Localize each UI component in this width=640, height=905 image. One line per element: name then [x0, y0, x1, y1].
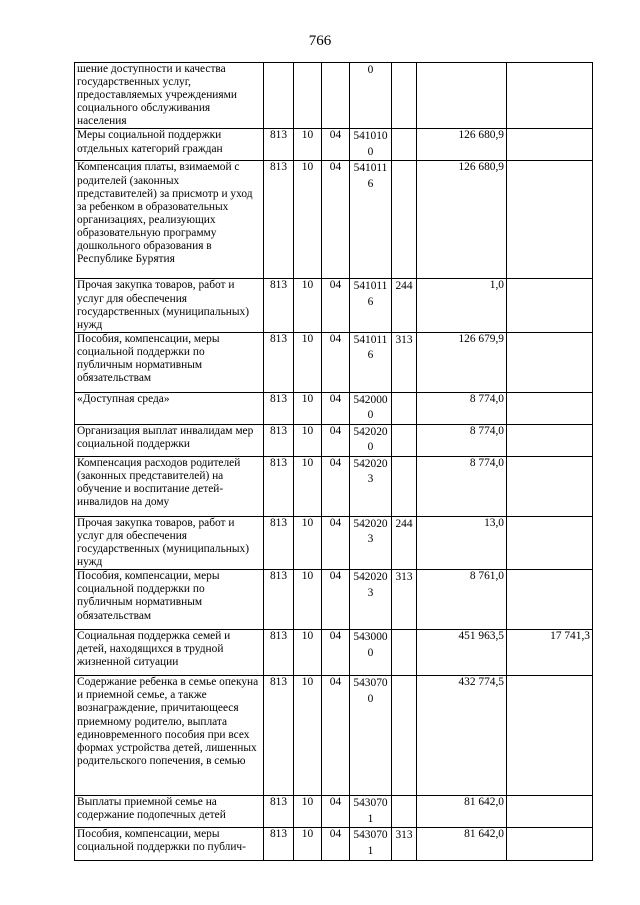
- cell-subsection: 04: [322, 392, 350, 424]
- cell-expense-type: 244: [392, 279, 417, 332]
- cell-name: Пособия, компенсации, меры социальной поддержки по публичным нормативным обязательствам: [75, 332, 264, 392]
- cell-target-article: 5410116: [350, 161, 392, 279]
- table-row: [75, 796, 593, 828]
- cell-amount: 126 680,9: [417, 129, 507, 161]
- cell-subsection: 04: [322, 676, 350, 796]
- cell-subvention: [507, 570, 593, 630]
- cell-expense-type: 313: [392, 332, 417, 392]
- cell-subsection: 04: [322, 456, 350, 516]
- cell-grbs: 813: [264, 456, 294, 516]
- cell-grbs: 813: [264, 129, 294, 161]
- cell-section: 10: [294, 828, 322, 861]
- cell-name: Компенсация платы, взимаемой с родителей (законных представителей) за присмотр и уход за ребенком в образовательных организациях, реализующих образовательную программу дошкольного образования в Республике Бурятия: [75, 161, 264, 279]
- cell-grbs: 813: [264, 392, 294, 424]
- cell-grbs: 813: [264, 279, 294, 332]
- cell-section: 10: [294, 392, 322, 424]
- table-row: [75, 456, 593, 516]
- table-row: [75, 129, 593, 161]
- cell-expense-type: [392, 630, 417, 676]
- cell-subvention: [507, 424, 593, 456]
- cell-subsection: 04: [322, 570, 350, 630]
- cell-name: Выплаты приемной семье на содержание подопечных детей: [75, 796, 264, 828]
- cell-section: [294, 63, 322, 129]
- cell-amount: 1,0: [417, 279, 507, 332]
- cell-subsection: 04: [322, 279, 350, 332]
- cell-grbs: 813: [264, 630, 294, 676]
- cell-section: 10: [294, 332, 322, 392]
- cell-expense-type: [392, 161, 417, 279]
- cell-subsection: 04: [322, 161, 350, 279]
- table-row: [75, 424, 593, 456]
- cell-target-article: 5420203: [350, 516, 392, 569]
- cell-subvention: [507, 676, 593, 796]
- cell-target-article: 5420200: [350, 424, 392, 456]
- cell-target-article: 5410116: [350, 332, 392, 392]
- cell-subvention: [507, 63, 593, 129]
- cell-subsection: 04: [322, 828, 350, 861]
- cell-section: 10: [294, 129, 322, 161]
- cell-subsection: [322, 63, 350, 129]
- cell-subsection: 04: [322, 424, 350, 456]
- cell-grbs: 813: [264, 424, 294, 456]
- table-row: [75, 828, 593, 861]
- cell-expense-type: [392, 129, 417, 161]
- cell-grbs: 813: [264, 161, 294, 279]
- cell-target-article: 5430700: [350, 676, 392, 796]
- cell-amount: 13,0: [417, 516, 507, 569]
- cell-subvention: [507, 332, 593, 392]
- cell-section: 10: [294, 516, 322, 569]
- cell-name: Компенсация расходов родителей (законных представителей) на обучение и воспитание детей-инвалидов на дому: [75, 456, 264, 516]
- cell-expense-type: [392, 424, 417, 456]
- table-row: [75, 676, 593, 796]
- cell-section: 10: [294, 676, 322, 796]
- cell-expense-type: 313: [392, 828, 417, 861]
- cell-section: 10: [294, 456, 322, 516]
- cell-section: 10: [294, 796, 322, 828]
- cell-expense-type: 244: [392, 516, 417, 569]
- budget-table: [74, 62, 593, 861]
- cell-subvention: [507, 828, 593, 861]
- cell-amount: [417, 63, 507, 129]
- table-row: [75, 161, 593, 279]
- cell-name: Организация выплат инвалидам мер социальной поддержки: [75, 424, 264, 456]
- cell-section: 10: [294, 630, 322, 676]
- cell-amount: 451 963,5: [417, 630, 507, 676]
- cell-expense-type: [392, 676, 417, 796]
- cell-name: Пособия, компенсации, меры социальной поддержки по публич-: [75, 828, 264, 861]
- cell-subsection: 04: [322, 796, 350, 828]
- cell-subsection: 04: [322, 332, 350, 392]
- table-row: [75, 570, 593, 630]
- cell-subvention: 17 741,3: [507, 630, 593, 676]
- cell-amount: 8 774,0: [417, 392, 507, 424]
- cell-name: «Доступная среда»: [75, 392, 264, 424]
- cell-amount: 126 679,9: [417, 332, 507, 392]
- cell-amount: 81 642,0: [417, 796, 507, 828]
- cell-expense-type: [392, 796, 417, 828]
- cell-grbs: 813: [264, 676, 294, 796]
- table-row: [75, 332, 593, 392]
- cell-amount: 126 680,9: [417, 161, 507, 279]
- cell-name: шение доступности и качества государственных услуг, предоставляемых учреждениями социального обслуживания населения: [75, 63, 264, 129]
- cell-target-article: 5430000: [350, 630, 392, 676]
- cell-grbs: 813: [264, 796, 294, 828]
- cell-section: 10: [294, 424, 322, 456]
- cell-subvention: [507, 392, 593, 424]
- cell-name: Прочая закупка товаров, работ и услуг для обеспечения государственных (муниципальных) нужд: [75, 279, 264, 332]
- cell-section: 10: [294, 279, 322, 332]
- cell-grbs: 813: [264, 570, 294, 630]
- cell-subvention: [507, 279, 593, 332]
- cell-name: Содержание ребенка в семье опекуна и приемной семье, а также вознаграждение, причитающееся приемному родителю, выплата единовременного пособия при всех формах устройства детей, лишенных родительского попечения, в семью: [75, 676, 264, 796]
- cell-subsection: 04: [322, 516, 350, 569]
- cell-amount: 8 774,0: [417, 456, 507, 516]
- cell-amount: 81 642,0: [417, 828, 507, 861]
- cell-target-article: 5420203: [350, 456, 392, 516]
- cell-subvention: [507, 161, 593, 279]
- cell-section: 10: [294, 161, 322, 279]
- cell-expense-type: [392, 456, 417, 516]
- cell-grbs: 813: [264, 828, 294, 861]
- cell-expense-type: 313: [392, 570, 417, 630]
- cell-expense-type: [392, 392, 417, 424]
- cell-amount: 432 774,5: [417, 676, 507, 796]
- cell-name: Пособия, компенсации, меры социальной поддержки по публичным нормативным обязательствам: [75, 570, 264, 630]
- cell-target-article: 5410116: [350, 279, 392, 332]
- cell-subsection: 04: [322, 129, 350, 161]
- cell-amount: 8 774,0: [417, 424, 507, 456]
- cell-grbs: 813: [264, 516, 294, 569]
- cell-target-article: 5410100: [350, 129, 392, 161]
- table-row: [75, 63, 593, 129]
- cell-subvention: [507, 129, 593, 161]
- table-row: [75, 516, 593, 569]
- page-number: 766: [308, 33, 332, 49]
- cell-expense-type: [392, 63, 417, 129]
- cell-section: 10: [294, 570, 322, 630]
- cell-target-article: 0: [350, 63, 392, 129]
- cell-name: Прочая закупка товаров, работ и услуг для обеспечения государственных (муниципальных) нужд: [75, 516, 264, 569]
- cell-target-article: 5430701: [350, 828, 392, 861]
- cell-amount: 8 761,0: [417, 570, 507, 630]
- cell-grbs: [264, 63, 294, 129]
- cell-target-article: 5420203: [350, 570, 392, 630]
- cell-subvention: [507, 796, 593, 828]
- cell-name: Меры социальной поддержки отдельных категорий граждан: [75, 129, 264, 161]
- table-row: [75, 630, 593, 676]
- cell-subvention: [507, 516, 593, 569]
- table-row: [75, 279, 593, 332]
- cell-name: Социальная поддержка семей и детей, находящихся в трудной жизненной ситуации: [75, 630, 264, 676]
- cell-target-article: 5430701: [350, 796, 392, 828]
- cell-grbs: 813: [264, 332, 294, 392]
- cell-target-article: 5420000: [350, 392, 392, 424]
- table-row: [75, 392, 593, 424]
- cell-subvention: [507, 456, 593, 516]
- cell-subsection: 04: [322, 630, 350, 676]
